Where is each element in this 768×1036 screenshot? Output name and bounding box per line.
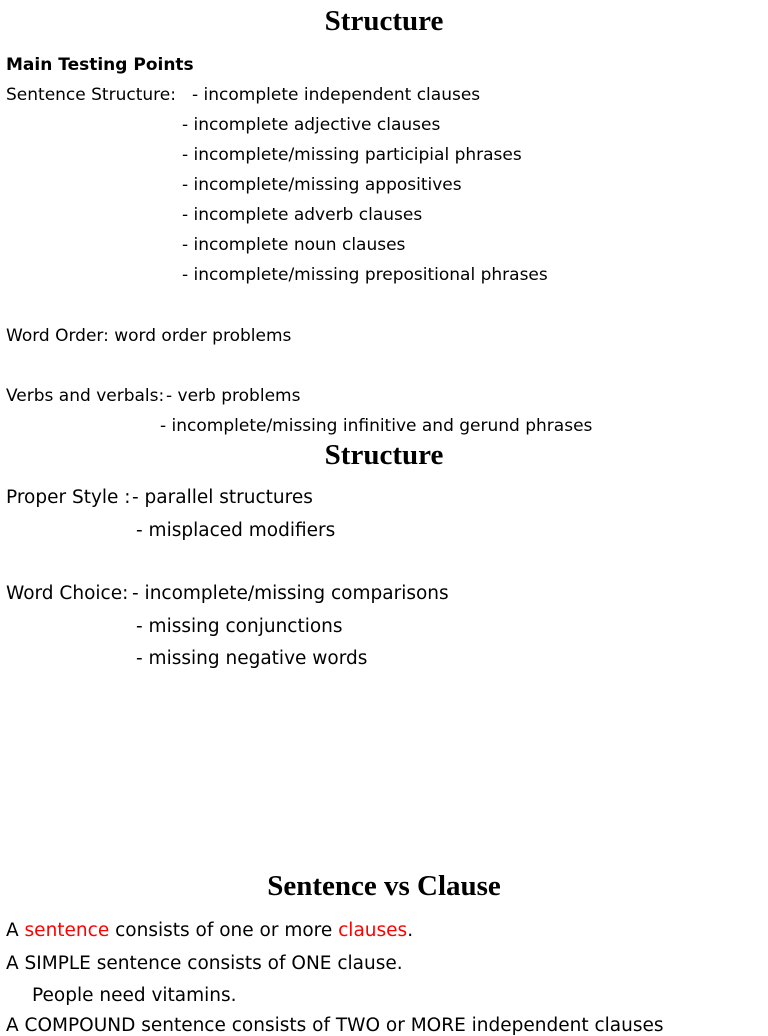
sentence-structure-item: - incomplete adverb clauses [182,205,423,225]
proper-style-item: - parallel structures [132,487,313,508]
slide-structure-1 [0,0,768,436]
term-sentence: sentence [24,920,110,941]
term-clauses: clauses [338,920,408,941]
definition-text: . [407,920,414,941]
word-choice-item: - incomplete/missing comparisons [132,583,449,604]
proper-style-label: Proper Style : [6,487,131,508]
slide-sentence-vs-clause [0,840,768,1036]
slide-title: Sentence vs Clause [267,870,501,902]
word-order-line: Word Order: word order problems [6,326,292,346]
slide-structure-2 [0,436,768,840]
sentence-structure-item: - incomplete/missing prepositional phrases [182,265,548,285]
word-choice-label: Word Choice: [6,583,129,604]
proper-style-item: - misplaced modifiers [136,520,336,541]
definition-text: A [6,920,25,941]
definition-text: consists of one or more [109,920,339,941]
sentence-structure-item: - incomplete noun clauses [182,235,406,255]
verbs-label: Verbs and verbals: [6,386,165,406]
verbs-item: - verb problems [166,386,301,406]
sentence-structure-item: - incomplete/missing participial phrases [182,145,522,165]
compound-sentence-line: A COMPOUND sentence consists of TWO or MORE independent clauses [6,1015,664,1036]
main-testing-points-heading: Main Testing Points [6,55,194,75]
definition-line [6,922,413,941]
verbs-item: - incomplete/missing infinitive and gerund phrases [160,416,593,436]
example-sentence: People need vitamins. [32,985,237,1006]
sentence-structure-item: - incomplete/missing appositives [182,175,462,195]
sentence-structure-label: Sentence Structure: [6,85,176,105]
word-choice-item: - missing negative words [136,648,368,669]
word-choice-item: - missing conjunctions [136,616,343,637]
sentence-structure-item: - incomplete independent clauses [192,85,481,105]
sentence-structure-item: - incomplete adjective clauses [182,115,441,135]
slide-title: Structure [324,439,444,471]
simple-sentence-line: A SIMPLE sentence consists of ONE clause. [6,953,403,974]
slide-title: Structure [324,5,444,37]
